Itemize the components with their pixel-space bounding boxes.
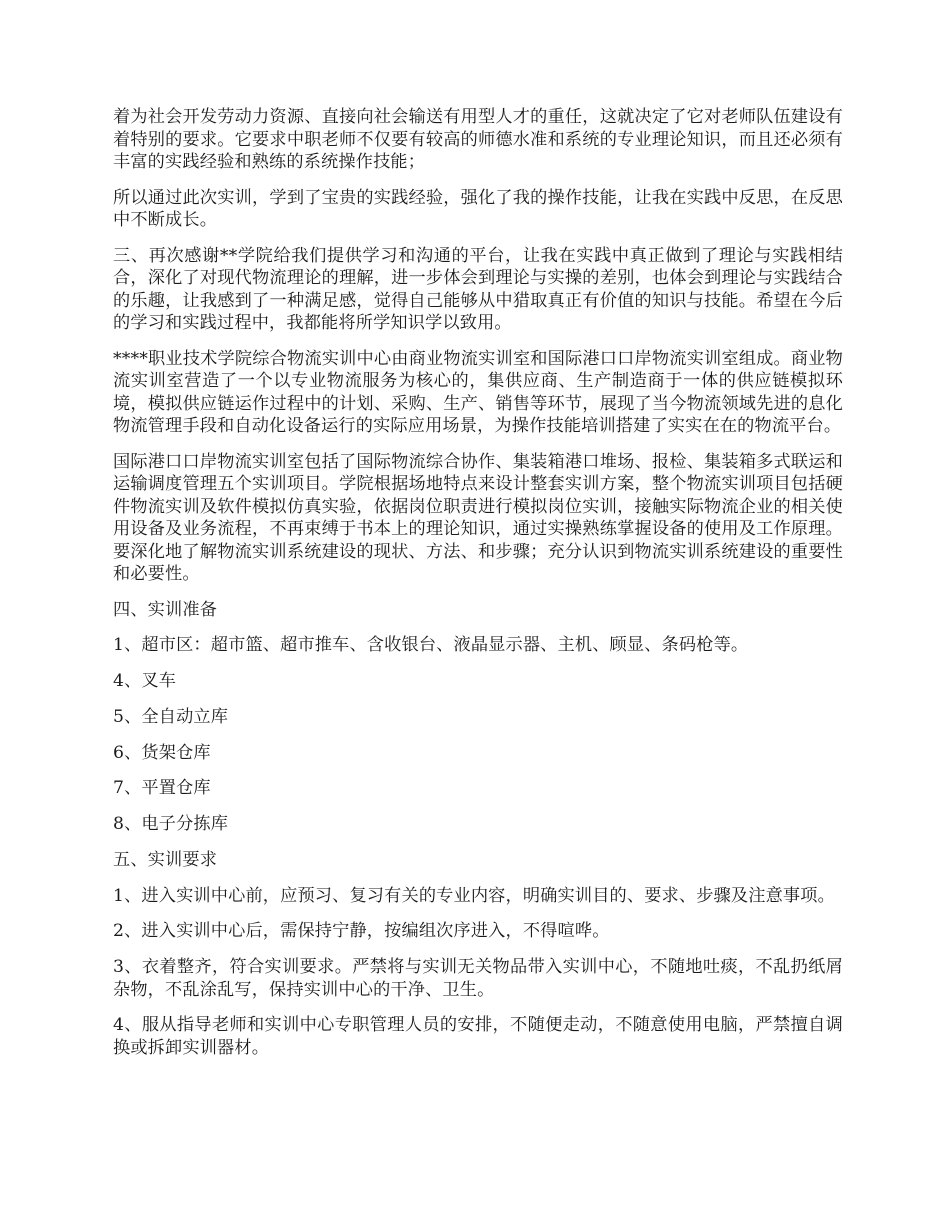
list-item: 8、电子分拣库 xyxy=(113,814,229,835)
list-item: 3、衣着整齐，符合实训要求。严禁将与实训无关物品带入实训中心，不随地吐痰，不乱扔纸屑杂物，不乱涂乱写，保持实训中心的干净、卫生。 xyxy=(113,957,843,1000)
list-item: 1、超市区：超市篮、超市推车、含收银台、液晶显示器、主机、顾显、条码枪等。 xyxy=(113,635,749,656)
list-item: 2、进入实训中心后，需保持宁静，按编组次序进入，不得喧哗。 xyxy=(113,921,610,942)
document-body xyxy=(113,106,843,1072)
paragraph-teacher-requirements: 着为社会开发劳动力资源、直接向社会输送有用型人才的重任，这就决定了它对老师队伍建设有着特别的要求。它要求中职老师不仅要有较高的师德水准和系统的专业理论知识，而且还必须有丰富的实践经验和熟练的系统操作技能； xyxy=(113,107,843,172)
list-item: 4、服从指导老师和实训中心专职管理人员的安排，不随便走动，不随意使用电脑，严禁擅自调换或拆卸实训器材。 xyxy=(113,1015,843,1058)
list-item: 1、进入实训中心前，应预习、复习有关的专业内容，明确实训目的、要求、步骤及注意事项。 xyxy=(113,885,835,906)
list-item: 6、货架仓库 xyxy=(113,742,211,763)
paragraph-port-logistics: 国际港口口岸物流实训室包括了国际物流综合协作、集装箱港口堆场、报检、集装箱多式联运和运输调度管理五个实训项目。学院根据场地特点来设计整套实训方案，整个物流实训项目包括硬件物流实训及软件模拟仿真实验，依据岗位职责进行模拟岗位实训，接触实际物流企业的相关使用设备及业务流程，不再束缚于书本上的理论知识，通过实操熟练掌握设备的使用及工作原理。要深化地了解物流实训系统建设的现状、方法、和步骤；充分认识到物流实训系统建设的重要性和必要性。 xyxy=(113,451,843,584)
paragraph-training-gains: 所以通过此次实训，学到了宝贵的实践经验，强化了我的操作技能，让我在实践中反思，在反思中不断成长。 xyxy=(113,187,843,230)
list-item: 4、叉车 xyxy=(113,671,177,692)
list-item: 5、全自动立库 xyxy=(113,706,229,727)
section-heading-preparation: 四、实训准备 xyxy=(113,599,218,620)
section-heading-requirements: 五、实训要求 xyxy=(113,850,218,871)
list-item: 7、平置仓库 xyxy=(113,778,211,799)
paragraph-thanks: 三、再次感谢**学院给我们提供学习和沟通的平台，让我在实践中真正做到了理论与实践相结合，深化了对现代物流理论的理解，进一步体会到理论与实操的差别，也体会到理论与实践结合的乐趣，让我感到了一种满足感，觉得自己能够从中猎取真正有价值的知识与技能。希望在今后的学习和实践过程中，我都能将所学知识学以致用。 xyxy=(113,245,843,333)
paragraph-logistics-center: ****职业技术学院综合物流实训中心由商业物流实训室和国际港口口岸物流实训室组成。商业物流实训室营造了一个以专业物流服务为核心的，集供应商、生产制造商于一体的供应链模拟环境，模拟供应链运作过程中的计划、采购、生产、销售等环节，展现了当今物流领域先进的息化物流管理手段和自动化设备运行的实际应用场景，为操作技能培训搭建了实实在在的物流平台。 xyxy=(113,348,843,436)
